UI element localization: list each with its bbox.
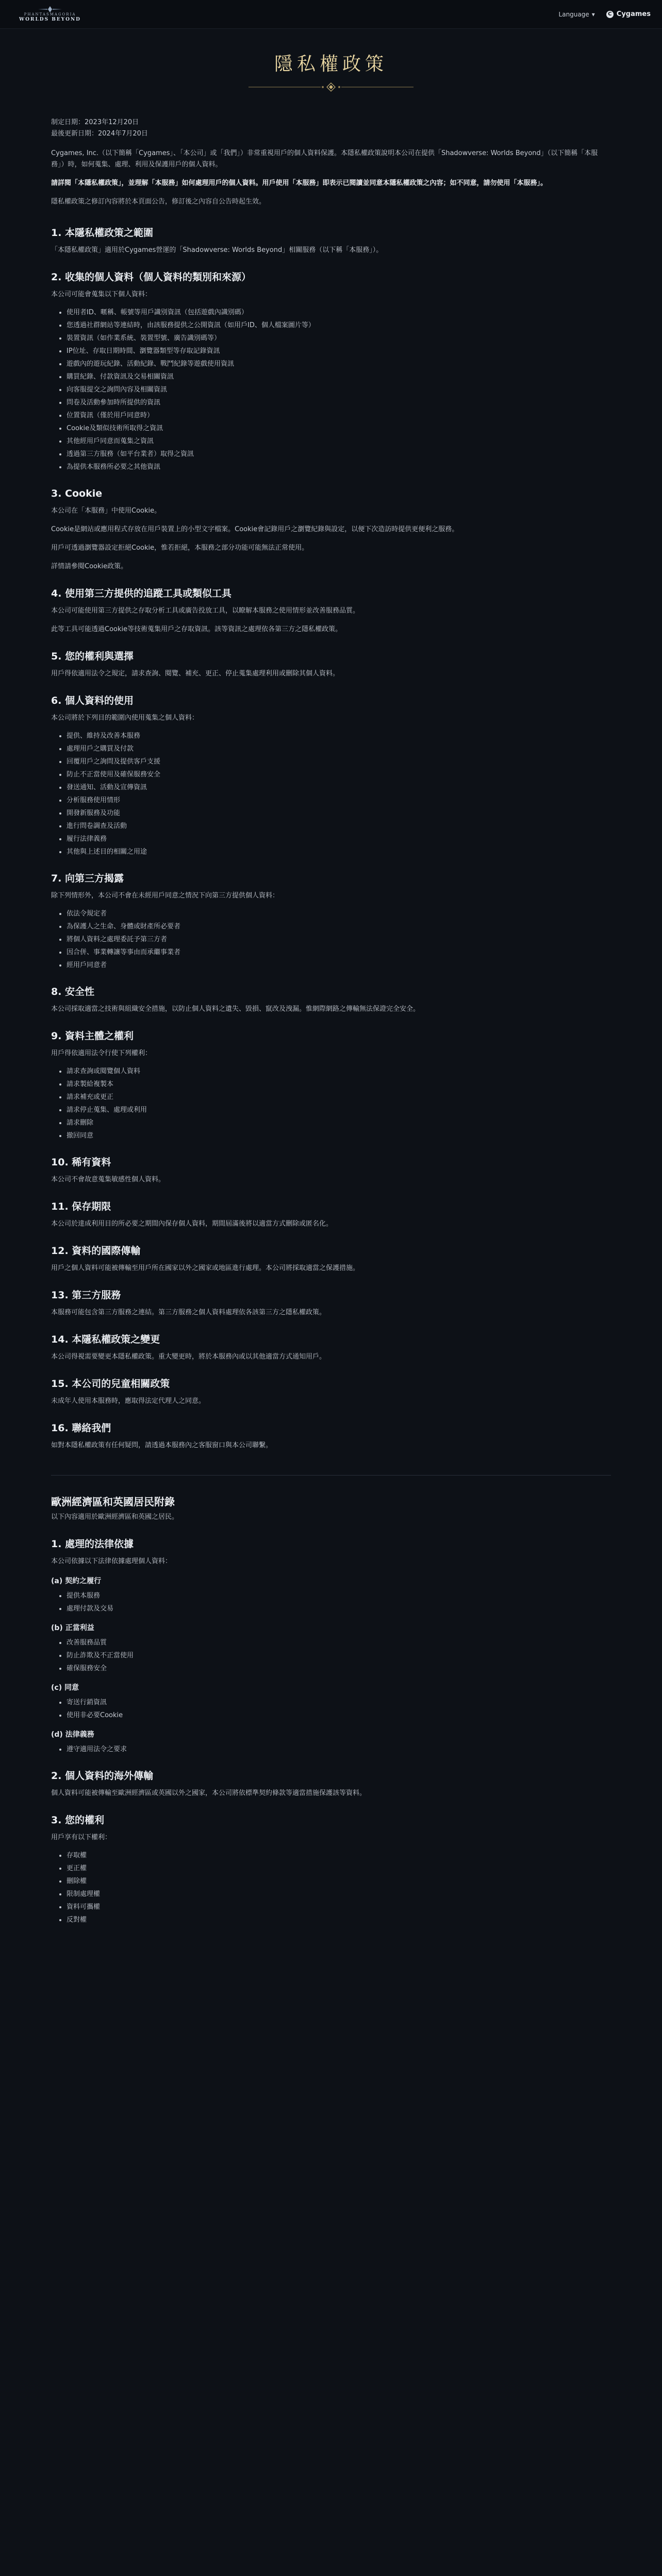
list-item: • 使用者ID、暱稱、帳號等用戶識別資訊（包括遊戲內識別碼） <box>67 308 611 318</box>
section-paragraph: 本服務可能包含第三方服務之連結。第三方服務之個人資料處理依各該第三方之隱私權政策。 <box>51 1309 326 1316</box>
section-heading: 8. 安全性 <box>51 986 95 997</box>
list-item: • 防止詐欺及不正當使用 <box>67 1651 611 1661</box>
list-item: • 進行問卷調查及活動 <box>67 821 611 832</box>
list-item: • 經用戶同意者 <box>67 960 611 971</box>
annex-subheading: (a) 契約之履行 <box>51 1577 102 1585</box>
section-heading: 12. 資料的國際傳輸 <box>51 1245 141 1257</box>
list-item: • 提供本服務 <box>67 1591 611 1601</box>
list-item: • 寄送行銷資訊 <box>67 1698 611 1708</box>
list-item: • 使用非必要Cookie <box>67 1710 611 1721</box>
section-divider <box>51 1475 611 1476</box>
section-heading: 9. 資料主體之權利 <box>51 1030 134 1042</box>
section-paragraph: 本公司將於下列目的範圍內使用蒐集之個人資料： <box>51 714 199 722</box>
list-item: • 請求停止蒐集、處理或利用 <box>67 1105 611 1115</box>
list-item: • 發送通知、活動及宣傳資訊 <box>67 783 611 793</box>
intro-paragraph-bold: 請詳閱「本隱私權政策」，並理解「本服務」如何處理用戶的個人資料。用戶使用「本服務」即表示已閱讀並同意本隱私權政策之內容；如不同意，請勿使用「本服務」。 <box>51 179 548 187</box>
title-ornament-icon <box>249 82 413 92</box>
annex-subheading: (b) 正當利益 <box>51 1624 94 1632</box>
section-heading: 15. 本公司的兒童相關政策 <box>51 1378 170 1389</box>
list-item: • 請求查詢或閱覽個人資料 <box>67 1066 611 1077</box>
list-item: • 位置資訊（僅於用戶同意時） <box>67 411 611 421</box>
section-heading: 5. 您的權利與選擇 <box>51 651 134 662</box>
policy-section <box>51 1157 611 1185</box>
policy-dates <box>51 117 611 140</box>
annex-section-heading: 1. 處理的法律依據 <box>51 1538 134 1550</box>
list-item: • 處理付款及交易 <box>67 1604 611 1614</box>
annex-subheading: (c) 同意 <box>51 1684 79 1692</box>
list-item: • Cookie及類似技術所取得之資訊 <box>67 423 611 434</box>
list-item: • 將個人資料之處理委託予第三方者 <box>67 935 611 945</box>
list-item: • 更正權 <box>67 1863 611 1874</box>
title-block <box>0 29 662 92</box>
policy-sections <box>51 227 611 1451</box>
bullet-list <box>51 1591 611 1614</box>
section-heading: 1. 本隱私權政策之範圍 <box>51 227 154 239</box>
cygames-brand[interactable] <box>606 10 651 18</box>
annex-paragraph: 本公司依據以下法律依據處理個人資料： <box>51 1557 172 1565</box>
intro-paragraph: 隱私權政策之修訂內容將於本頁面公告，修訂後之內容自公告時起生效。 <box>51 198 266 206</box>
policy-section <box>51 1290 611 1318</box>
list-item: • 資料可攜權 <box>67 1902 611 1912</box>
list-item: • 確保服務安全 <box>67 1664 611 1674</box>
list-item: • 其他與上述目的相關之用途 <box>67 847 611 857</box>
list-item: • 回覆用戶之詢問及提供客戶支援 <box>67 757 611 767</box>
section-paragraph: 本公司採取適當之技術與組織安全措施，以防止個人資料之遺失、毀損、竄改及洩漏。惟網際網路之傳輸無法保證完全安全。 <box>51 1005 420 1013</box>
list-item: • 為提供本服務所必要之其他資訊 <box>67 462 611 472</box>
policy-content <box>51 117 611 1925</box>
language-label: Language <box>558 10 589 18</box>
bullet-list <box>51 1638 611 1674</box>
game-logo[interactable] <box>11 6 89 23</box>
section-paragraph: 用戶可透過瀏覽器設定拒絕Cookie，惟若拒絕，本服務之部分功能可能無法正常使用。 <box>51 544 309 552</box>
logo-line2: WORLDS BEYOND <box>19 16 81 22</box>
list-item: • 為保護人之生命、身體或財產所必要者 <box>67 922 611 932</box>
list-item: • 履行法律義務 <box>67 834 611 844</box>
section-paragraph: 此等工具可能透過Cookie等技術蒐集用戶之存取資訊。該等資訊之處理依各第三方之隱私權政策。 <box>51 625 342 633</box>
annex-section <box>51 1815 611 1925</box>
list-item: • 防止不正當使用及確保服務安全 <box>67 770 611 780</box>
list-item: • 反對權 <box>67 1915 611 1925</box>
list-item: • 問卷及活動參加時所提供的資訊 <box>67 398 611 408</box>
section-paragraph: 除下列情形外，本公司不會在未經用戶同意之情況下向第三方提供個人資料： <box>51 892 279 900</box>
policy-section <box>51 986 611 1015</box>
section-heading: 11. 保存期限 <box>51 1201 111 1212</box>
site-header <box>0 0 662 29</box>
list-item: • 撤回同意 <box>67 1131 611 1141</box>
page-title: 隱私權政策 <box>274 54 388 75</box>
policy-section <box>51 227 611 256</box>
list-item: • 改善服務品質 <box>67 1638 611 1648</box>
logo-line1: PHANTASMAGORIA <box>24 12 76 16</box>
updated-date: 最後更新日期：2024年7月20日 <box>51 130 148 138</box>
bullet-list <box>51 909 611 971</box>
policy-section <box>51 588 611 635</box>
list-item: • 存取權 <box>67 1851 611 1861</box>
annex-sections <box>51 1538 611 1925</box>
section-heading: 16. 聯絡我們 <box>51 1422 111 1434</box>
list-item: • 遊戲內的遊玩紀錄、活動紀錄、戰鬥紀錄等遊戲使用資訊 <box>67 359 611 369</box>
list-item: • 請求刪除 <box>67 1118 611 1128</box>
section-paragraph: 本公司可能使用第三方提供之存取分析工具或廣告投放工具，以瞭解本服務之使用情形並改善服務品質。 <box>51 607 360 615</box>
list-item: • 其他經用戶同意而蒐集之資訊 <box>67 436 611 447</box>
section-heading: 6. 個人資料的使用 <box>51 695 134 706</box>
brand-name: Cygames <box>616 10 651 18</box>
list-item: • 裝置資訊（如作業系統、裝置型號、廣告識別碼等） <box>67 333 611 344</box>
bullet-list <box>51 1066 611 1141</box>
chevron-down-icon: ▾ <box>591 10 595 18</box>
brand-mark-icon: C <box>606 11 614 18</box>
bullet-list <box>51 1744 611 1755</box>
intro-paragraph: Cygames, Inc.（以下簡稱「Cygames」、「本公司」或「我們」）非常重視用戶的個人資料保護。本隱私權政策說明本公司在提供「Shadowverse: Worlds Beyond」（以下簡稱「本服務」）時，如何蒐集、處理、利用及保護用戶的個人資料。 <box>51 149 598 168</box>
established-date: 制定日期：2023年12月20日 <box>51 118 139 126</box>
list-item: • 限制處理權 <box>67 1889 611 1900</box>
list-item: • 提供、維持及改善本服務 <box>67 731 611 741</box>
policy-section <box>51 651 611 680</box>
list-item: • 處理用戶之購買及付款 <box>67 744 611 754</box>
section-paragraph: 本公司得視需要變更本隱私權政策。重大變更時，將於本服務內或以其他適當方式通知用戶。 <box>51 1353 326 1361</box>
logo-emblem-icon <box>38 6 62 12</box>
list-item: • 遵守適用法令之要求 <box>67 1744 611 1755</box>
list-item: • 刪除權 <box>67 1876 611 1887</box>
bullet-list <box>51 1851 611 1925</box>
section-paragraph: Cookie是網站或應用程式存放在用戶裝置上的小型文字檔案。Cookie會記錄用戶之瀏覽紀錄與設定，以便下次造訪時提供更便利之服務。 <box>51 526 459 533</box>
list-item: • 請求補充或更正 <box>67 1092 611 1103</box>
list-item: • 您透過社群網站等連結時，由該服務提供之公開資訊（如用戶ID、個人檔案圖片等） <box>67 320 611 331</box>
annex-title: 歐洲經濟區和英國居民附錄 <box>51 1496 175 1508</box>
section-heading: 3. Cookie <box>51 488 103 499</box>
section-heading: 10. 稀有資料 <box>51 1157 111 1168</box>
section-heading: 13. 第三方服務 <box>51 1290 121 1301</box>
policy-section <box>51 1378 611 1407</box>
section-paragraph: 本公司在「本服務」中使用Cookie。 <box>51 507 161 515</box>
list-item: • 購買紀錄、付款資訊及交易相關資訊 <box>67 372 611 382</box>
list-item: • 請求製給複製本 <box>67 1079 611 1090</box>
section-paragraph: 用戶得依適用法令行使下列權利： <box>51 1049 152 1057</box>
list-item: • 依法令規定者 <box>67 909 611 919</box>
section-paragraph: 未成年人使用本服務時，應取得法定代理人之同意。 <box>51 1397 206 1405</box>
list-item: • IP位址、存取日期時間、瀏覽器類型等存取記錄資訊 <box>67 346 611 357</box>
policy-section <box>51 272 611 472</box>
list-item: • 透過第三方服務（如平台業者）取得之資訊 <box>67 449 611 460</box>
section-paragraph: 本公司於達成利用目的所必要之期間內保存個人資料，期間屆滿後將以適當方式刪除或匿名化。 <box>51 1220 333 1228</box>
annex-section <box>51 1538 611 1755</box>
policy-section <box>51 1245 611 1274</box>
annex-section-heading: 2. 個人資料的海外傳輸 <box>51 1770 154 1782</box>
policy-section <box>51 1201 611 1230</box>
policy-section <box>51 1334 611 1363</box>
eea-uk-annex <box>51 1496 611 1925</box>
section-paragraph: 用戶之個人資料可能被傳輸至用戶所在國家以外之國家或地區進行處理。本公司將採取適當之保護措施。 <box>51 1264 360 1272</box>
section-paragraph: 本公司不會故意蒐集敏感性個人資料。 <box>51 1176 166 1183</box>
policy-section <box>51 695 611 857</box>
annex-paragraph: 用戶享有以下權利： <box>51 1834 112 1841</box>
section-heading: 7. 向第三方揭露 <box>51 873 124 884</box>
annex-subheading: (d) 法律義務 <box>51 1731 94 1739</box>
list-item: • 因合併、事業轉讓等事由而承繼事業者 <box>67 947 611 958</box>
section-heading: 4. 使用第三方提供的追蹤工具或類似工具 <box>51 588 232 599</box>
annex-section <box>51 1770 611 1799</box>
section-paragraph: 本公司可能會蒐集以下個人資料： <box>51 291 152 298</box>
policy-section <box>51 488 611 572</box>
policy-section <box>51 873 611 971</box>
bullet-list <box>51 308 611 472</box>
section-heading: 14. 本隱私權政策之變更 <box>51 1334 160 1345</box>
bullet-list <box>51 731 611 857</box>
bullet-list <box>51 1698 611 1721</box>
section-paragraph: 「本隱私權政策」適用於Cygames營運的「Shadowverse: Worlds Beyond」相關服務（以下稱「本服務」）。 <box>51 246 383 254</box>
language-selector[interactable] <box>559 11 595 18</box>
section-paragraph: 用戶得依適用法令之規定，請求查詢、閱覽、補充、更正、停止蒐集處理利用或刪除其個人資料。 <box>51 670 340 677</box>
header-right <box>559 10 651 18</box>
annex-section-heading: 3. 您的權利 <box>51 1815 105 1826</box>
list-item: • 開發新服務及功能 <box>67 808 611 819</box>
policy-section <box>51 1422 611 1451</box>
policy-section <box>51 1030 611 1141</box>
annex-paragraph: 個人資料可能被傳輸至歐洲經濟區或英國以外之國家，本公司將依標準契約條款等適當措施保護該等資料。 <box>51 1789 367 1797</box>
list-item: • 分析服務使用情形 <box>67 795 611 806</box>
section-paragraph: 如對本隱私權政策有任何疑問，請透過本服務內之客服窗口與本公司聯繫。 <box>51 1442 273 1449</box>
section-paragraph: 詳情請參閱Cookie政策。 <box>51 563 128 570</box>
list-item: • 向客服提交之詢問內容及相關資訊 <box>67 385 611 395</box>
section-heading: 2. 收集的個人資料（個人資料的類別和來源） <box>51 272 252 283</box>
annex-intro: 以下內容適用於歐洲經濟區和英國之居民。 <box>51 1513 179 1521</box>
